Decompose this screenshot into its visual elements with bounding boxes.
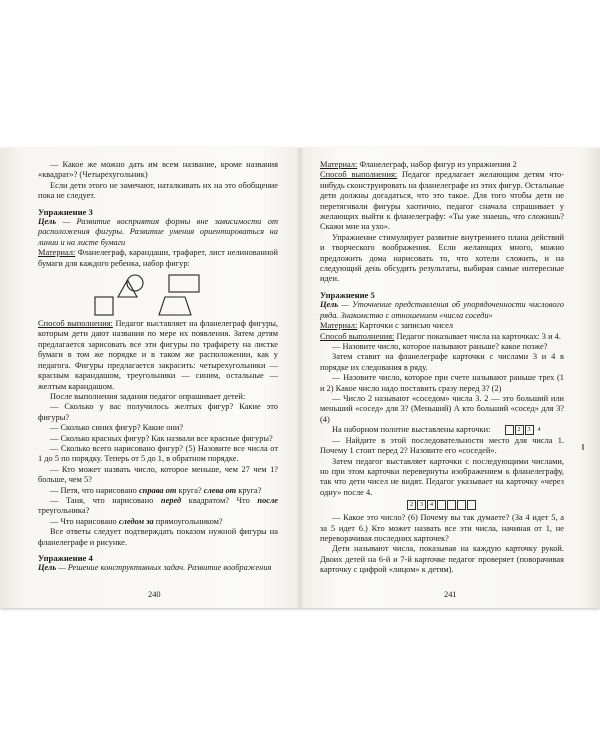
question-text: круга? xyxy=(236,485,262,495)
question: — Кто может назвать число, которое меньше, чем 27 чем 1? больше, чем 5? xyxy=(38,464,278,485)
goal-text: — Решение конструктивных задач. Развитие воображения xyxy=(56,563,272,573)
paragraph: Упражнение стимулирует развитие внутреннего плана действий и творческого воображения. Если желающих много, можно предложить дома нарисовать то, что хотели сложить, и на следующий день обсудить результаты, выбирая самые интересные идеи. xyxy=(320,232,564,284)
number-card: 4 xyxy=(427,500,436,510)
question: — Сколько у вас получилось желтых фигур? Какие это фигуры? xyxy=(38,402,278,422)
goal-text: — Развитие восприятия формы вне зависимости от расположения фигуры. Развитие умения ориентироваться на линии и на листе бумаги xyxy=(38,217,278,247)
question-text: — Что нарисовано xyxy=(50,516,119,526)
goal-text: — Уточнение представления об упорядоченности числового ряда. Знакомство с отношением «числа соседи» xyxy=(320,300,564,320)
question xyxy=(38,486,278,496)
page-number-right: 241 xyxy=(444,590,457,599)
method-label: Способ выполнения: xyxy=(320,170,398,180)
method-text: Педагог выставляет на фланелеграф фигуры, которым дети дают названия по мере их появления. Затем детям предлагается зарисовать все эти фигуры по трафарету на листке бумаги в том же порядке и в таком же расположении, как у педагога. Фигуры предлагается закрасить: четырехугольники — красным карандашом, треугольники — синим, остальные — желтым карандашом. xyxy=(38,319,278,391)
question: — Какое это число? (6) Почему вы так думаете? (За 4 идет 5, а за 5 идет 6.) Кто может назвать все эти числа, начиная от 1, не переворачивая последних карточек? xyxy=(320,513,564,543)
number-card: 3 xyxy=(417,500,426,510)
question: — Назовите число, которое при счете называют раньше трех (1 и 2) Какое число надо поставить сразу перед 3? (2) xyxy=(320,373,564,393)
question-text: — Петя, что нарисовано xyxy=(50,485,139,495)
exercise-3-material xyxy=(38,248,278,269)
question xyxy=(38,496,278,517)
exercise-4-material xyxy=(320,160,564,170)
book-spread xyxy=(0,148,600,608)
exercise-4-method xyxy=(320,170,564,232)
exercise-4-goal xyxy=(38,563,278,573)
paragraph: Если дети этого не замечают, наталкивать их на это обобщение пока не следует. xyxy=(38,180,278,201)
paragraph: Затем педагог выставляет карточки с последующими числами, но при этом карточки перевернуты изображением к фланелеграфу, так что дети чисел не видят. Педагог указывает на карточку «через одну» после 4. xyxy=(320,456,564,497)
goal-label: Цель xyxy=(320,300,339,310)
right-page xyxy=(320,160,564,576)
exercise-3-method xyxy=(38,319,278,392)
paragraph-text: На наборном полотне выставлены карточки: xyxy=(332,425,491,435)
paragraph: Все ответы следует подтверждать показом нужной фигуры на фланелеграфе и рисунке. xyxy=(38,527,278,547)
exercise-5-goal xyxy=(320,300,564,321)
paragraph: После выполнения задания педагог опрашивает детей: xyxy=(50,391,246,401)
paragraph: Затем ставит на фланелеграфе карточки с числами 3 и 4 в порядке их следования в ряду. xyxy=(320,352,564,372)
method-label: Способ выполнения: xyxy=(320,331,395,341)
paragraph: Дети называют числа, показывая на каждую карточку рукой. Двоих детей на 6-й и 7-й карточке педагог проверяет (поворачивая карточку с цифрой «лицом» к детям). xyxy=(320,544,564,575)
cards-container xyxy=(407,500,477,510)
exercise-5-material xyxy=(320,321,564,331)
question-text: треугольника? xyxy=(38,506,90,516)
number-card xyxy=(447,500,456,510)
exercise-3-goal xyxy=(38,217,278,248)
method-text: Педагог показывает числа на карточках: 3 и 4. xyxy=(394,331,561,341)
figures-illustration xyxy=(38,273,278,317)
emphasis: справа от xyxy=(138,485,177,495)
material-text: Карточки с записью чисел xyxy=(357,321,454,331)
number-card: 4 xyxy=(525,425,534,435)
question-text: круга? xyxy=(176,485,204,495)
emphasis: после xyxy=(257,495,278,505)
number-card xyxy=(457,500,466,510)
margin-mark xyxy=(582,444,584,450)
number-card: 3 xyxy=(515,425,524,435)
question: — Назовите число, которое называют раньше? какое позже? xyxy=(332,341,548,351)
question: — Найдите в этой последовательности место для числа 1. Почему 1 стоит перед 2? Назовите его «соседей». xyxy=(320,435,564,456)
goal-label: Цель xyxy=(38,563,57,573)
number-cards-row-2 xyxy=(320,500,564,510)
exercise-3-title: Упражнение 3 xyxy=(38,206,93,217)
question: — Сколько всего нарисовано фигур? (5) Назовите все числа от 1 до 5 по порядку. Теперь от 5 до 1, в обратном порядке. xyxy=(38,443,278,464)
number-card: 2 xyxy=(407,500,416,510)
emphasis: перед xyxy=(160,495,182,505)
number-card: 2 xyxy=(505,425,514,435)
material-label: Материал: xyxy=(38,248,76,258)
question: — Сколько красных фигур? Как назвали все красные фигуры? xyxy=(50,433,273,443)
page-number-left: 240 xyxy=(148,590,161,599)
rectangle-figure xyxy=(169,275,199,292)
goal-label: Цель xyxy=(38,217,57,227)
trapezoid-figure xyxy=(159,297,191,315)
emphasis: слева от xyxy=(203,485,237,495)
number-cards-row-1 xyxy=(493,425,541,435)
exercise-4-title: Упражнение 4 xyxy=(38,553,93,563)
material-label: Материал: xyxy=(320,321,358,331)
exercise-5-title: Упражнение 5 xyxy=(320,289,375,300)
question-text: — Таня, что нарисовано xyxy=(50,495,161,505)
number-card xyxy=(467,500,476,510)
question: — Число 2 называют «соседом» числа 3. 2 — это больший или меньший «сосед» для 3? (Меньший) А кто больший «сосед» для 3? (4) xyxy=(320,393,564,424)
square-figure xyxy=(95,297,113,315)
emphasis: следом за xyxy=(118,516,154,526)
material-label: Материал: xyxy=(320,160,358,169)
question: — Сколько синих фигур? Какие они? xyxy=(50,423,184,433)
question xyxy=(38,517,278,527)
paragraph xyxy=(320,425,564,436)
material-text: Фланелеграф, карандаши, трафарет, лист нелинованной бумаги для каждого ребенка, набор фигур: xyxy=(38,248,278,268)
paragraph: — Какое же можно дать им всем название, кроме названия «квадрат»? (Четырехугольник) xyxy=(38,160,278,180)
method-label: Способ выполнения: xyxy=(38,319,113,329)
question-text: квадратом? Что xyxy=(181,495,258,505)
question-text: прямоугольником? xyxy=(153,516,223,526)
left-page xyxy=(38,160,278,574)
method-text: Педагог предлагает желающим детям что-нибудь сконструировать на фланелеграфе из этих фигур. Остальные дети должны догадаться, что это такое. Для того чтобы дети не перетягивали фигуры хаотично, педагог сначала спрашивает у желающих выйти к фланелеграфу: «Ты уже знаешь, что сложишь? Скажи мне на ухо». xyxy=(320,170,564,232)
figures-svg xyxy=(93,273,223,317)
material-text: Фланелеграф, набор фигур из упражнения 2 xyxy=(357,160,517,169)
number-card xyxy=(437,500,446,510)
exercise-5-method xyxy=(320,332,564,342)
